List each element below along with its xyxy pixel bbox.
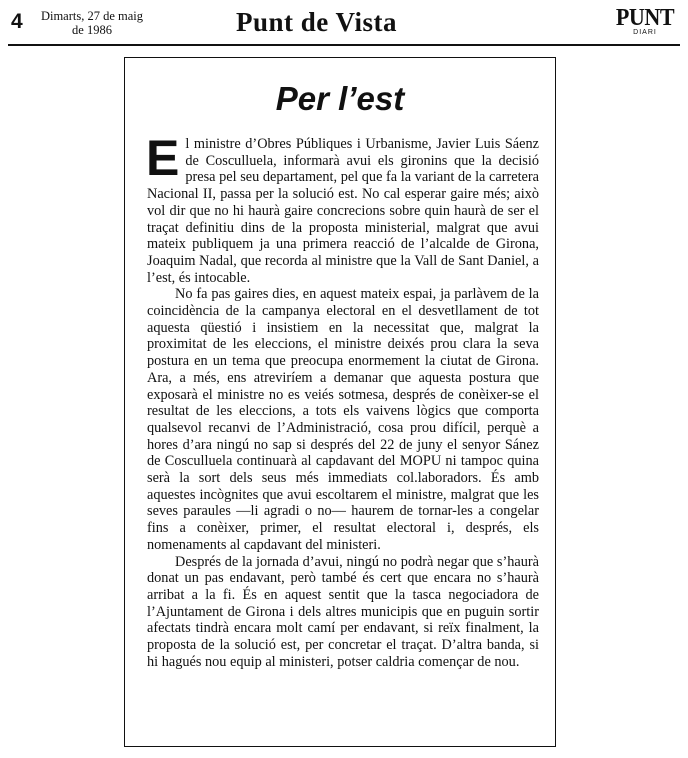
article-paragraph-1 xyxy=(146,130,539,286)
article-paragraph-2: No fa pas gaires dies, en aquest mateix espai, ja parlàvem de la coincidència de la campanya electoral en el desvetllament de tot aquesta qüestió i insistiem en la necessitat que, malgrat la proximitat de les eleccions, el ministre deixés prou clara la seva postura en un tema que preocupa enormement la ciutat de Girona. Ara, a més, ens atreviríem a demanar que aquesta postura que exposarà el ministre no es veiés sotmesa, després de conèixer-se el resultat de les eleccions, a tots els vaivens lògics que comporta qualsevol recanvi de l’Administració, cosa prou difícil, perquè a hores d’ara ningú no sap si després del 22 de juny el senyor Sánez de Cosculluela continuarà al capdavant del MOPU ni tampoc quina serà la sort dels seus més immediats col.laboradors. És amb aquestes incògnites que avui escoltarem el ministre, malgrat que les seves paraules —li agradi o no— haurem de tornar-les a congelar fins a conèixer, primer, el resultat electoral i, després, els nomenaments al capdavant del ministeri. xyxy=(147,286,539,553)
paragraph-1-text: l ministre d’Obres Públiques i Urbanisme, Javier Luis Sáenz de Cosculluela, informarà avui els gironins que la decisió presa pel seu departament, pel que fa la variant de la carretera Nacional II, passa per la solució est. No cal esperar gaire més; això vol dir que no hi haurà gaire concrecions sobre quin haurà de ser el traçat definitiu dins de la proposta ministerial, malgrat que avui mateix publiquem ja una primera reacció de l’alcalde de Girona, Joaquim Nadal, que recorda al ministre que la Vall de Sant Daniel, a l’est, és intocable. xyxy=(147,136,539,286)
drop-cap: E xyxy=(146,130,180,186)
page-header xyxy=(8,6,680,42)
article-headline: Per l’est xyxy=(275,80,405,117)
newspaper-logo xyxy=(612,6,678,37)
publication-date xyxy=(32,9,152,37)
page-number: 4 xyxy=(11,10,23,33)
logo-sub-text: DIARI xyxy=(633,29,657,36)
section-title: Punt de Vista xyxy=(236,7,398,37)
date-line-2: de 1986 xyxy=(72,23,112,37)
article-paragraph-3: Després de la jornada d’avui, ningú no podrà negar que s’haurà donat un pas endavant, però també és cert que encara no s’haurà arribat a la fi. És en aquest sentit que la tasca negociadora de l’Ajuntament de Girona i dels altres municipis que en puguin sortir afectats tindrà encara molt camí per endavant, si reïx finalment, la proposta de la solució est, per concretar el traçat. D’altra banda, si hi hagués nou equip al ministeri, potser caldria començar de nou. xyxy=(147,553,539,670)
header-divider xyxy=(8,44,680,46)
date-line-1: Dimarts, 27 de maig xyxy=(40,9,144,23)
editorial-article xyxy=(124,57,556,747)
logo-main-text: PUNT xyxy=(615,5,675,31)
article-body xyxy=(146,130,539,671)
